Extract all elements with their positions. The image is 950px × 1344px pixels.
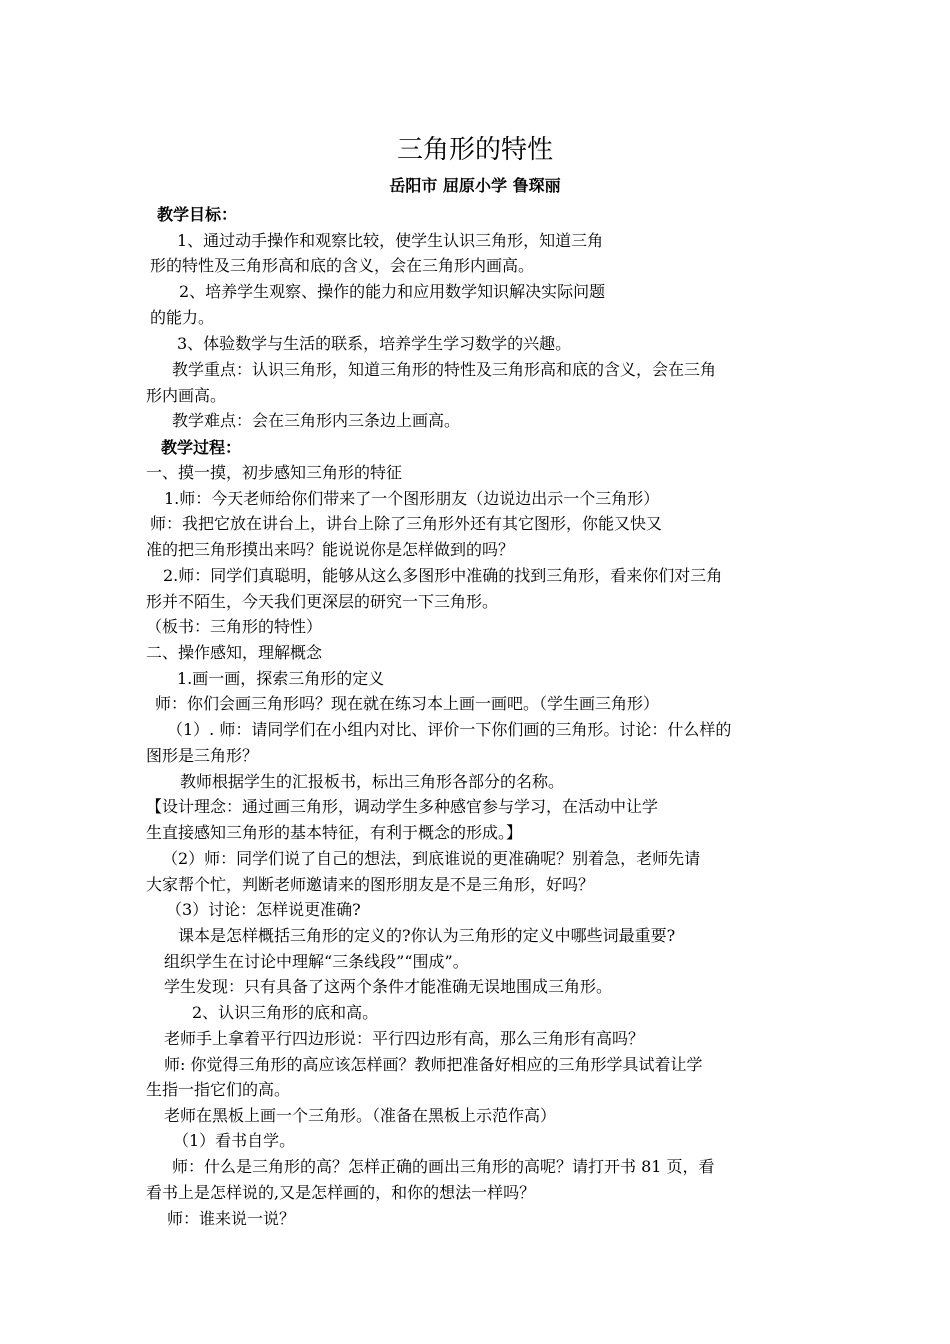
paragraph-line: 1.画一画，探索三角形的定义	[177, 669, 385, 688]
paragraph-line: 图形是三角形？	[146, 746, 259, 765]
document-title: 三角形的特性	[396, 135, 553, 165]
paragraph-line: 师：你们会画三角形吗？现在就在练习本上画一画吧。（学生画三角形）	[155, 694, 660, 713]
paragraph-line: 形的特性及三角形高和底的含义，会在三角形内画高。	[150, 256, 535, 275]
paragraph-line: （板书：三角形的特性）	[146, 617, 323, 636]
paragraph-line: 【设计理念：通过画三角形，调动学生多种感官参与学习，在活动中让学	[146, 797, 659, 816]
paragraph-line: 形内画高。	[146, 386, 227, 405]
paragraph-line: （3）讨论：怎样说更准确?	[166, 900, 361, 919]
paragraph-line: 1、通过动手操作和观察比较，使学生认识三角形，知道三角	[177, 231, 604, 250]
document-author: 岳阳市 屈原小学 鲁琛丽	[389, 176, 561, 195]
paragraph-line: 二、操作感知，理解概念	[146, 643, 323, 662]
paragraph-line: 课本是怎样概括三角形的定义的?你认为三角形的定义中哪些词最重要?	[178, 926, 676, 945]
paragraph-line: 的能力。	[150, 308, 215, 327]
paragraph-line: 学生发现：只有具备了这两个条件才能准确无误地围成三角形。	[164, 977, 613, 996]
paragraph-line: 大家帮个忙，判断老师邀请来的图形朋友是不是三角形，好吗？	[146, 875, 595, 894]
paragraph-line: 老师在黑板上画一个三角形。（准备在黑板上示范作高）	[164, 1106, 557, 1125]
paragraph-line: 教学重点：认识三角形，知道三角形的特性及三角形高和底的含义，会在三角	[172, 360, 717, 379]
paragraph-line: （1）看书自学。	[173, 1131, 296, 1150]
paragraph-line: 看书上是怎样说的,又是怎样画的，和你的想法一样吗？	[146, 1183, 536, 1202]
paragraph-line: 2、认识三角形的底和高。	[192, 1003, 379, 1022]
paragraph-line: 2、培养学生观察、操作的能力和应用数学知识解决实际问题	[179, 282, 606, 301]
paragraph-line: 1.师：今天老师给你们带来了一个图形朋友（边说边出示一个三角形）	[164, 489, 660, 508]
paragraph-line: （2）师：同学们说了自己的想法，到底谁说的更准确呢？别着急，老师先请	[162, 849, 701, 868]
paragraph-line: 教师根据学生的汇报板书，标出三角形各部分的名称。	[180, 772, 565, 791]
paragraph-line: 教学难点：会在三角形内三条边上画高。	[172, 411, 461, 430]
paragraph-line: 组织学生在讨论中理解“三条线段”“围成”。	[164, 952, 469, 971]
paragraph-line: 3、体验数学与生活的联系，培养学生学习数学的兴趣。	[177, 334, 572, 353]
paragraph-line: 老师手上拿着平行四边形说：平行四边形有高，那么三角形有高吗？	[164, 1029, 645, 1048]
section-heading-objectives: 教学目标：	[157, 205, 238, 224]
paragraph-line: 师：我把它放在讲台上，讲台上除了三角形外还有其它图形，你能又快又	[150, 514, 663, 533]
paragraph-line: 师：什么是三角形的高？怎样正确的画出三角形的高呢？请打开书 81 页，看	[172, 1157, 715, 1176]
paragraph-line: 生直接感知三角形的基本特征，有利于概念的形成。】	[146, 823, 523, 842]
paragraph-line: 2.师：同学们真聪明，能够从这么多图形中准确的找到三角形，看来你们对三角	[163, 566, 723, 585]
paragraph-line: 师：谁来说一说？	[167, 1209, 296, 1228]
paragraph-line: 生指一指它们的高。	[146, 1080, 291, 1099]
paragraph-line: 一、摸一摸，初步感知三角形的特征	[146, 463, 403, 482]
paragraph-line: （1）. 师：请同学们在小组内对比、评价一下你们画的三角形。讨论：什么样的	[167, 720, 732, 739]
paragraph-line: 形并不陌生，今天我们更深层的研究一下三角形。	[146, 592, 499, 611]
paragraph-line: 准的把三角形摸出来吗？能说说你是怎样做到的吗？	[146, 540, 515, 559]
paragraph-line: 师: 你觉得三角形的高应该怎样画？教师把准备好相应的三角形学具试着让学	[164, 1055, 703, 1074]
section-heading-process: 教学过程：	[161, 438, 242, 457]
